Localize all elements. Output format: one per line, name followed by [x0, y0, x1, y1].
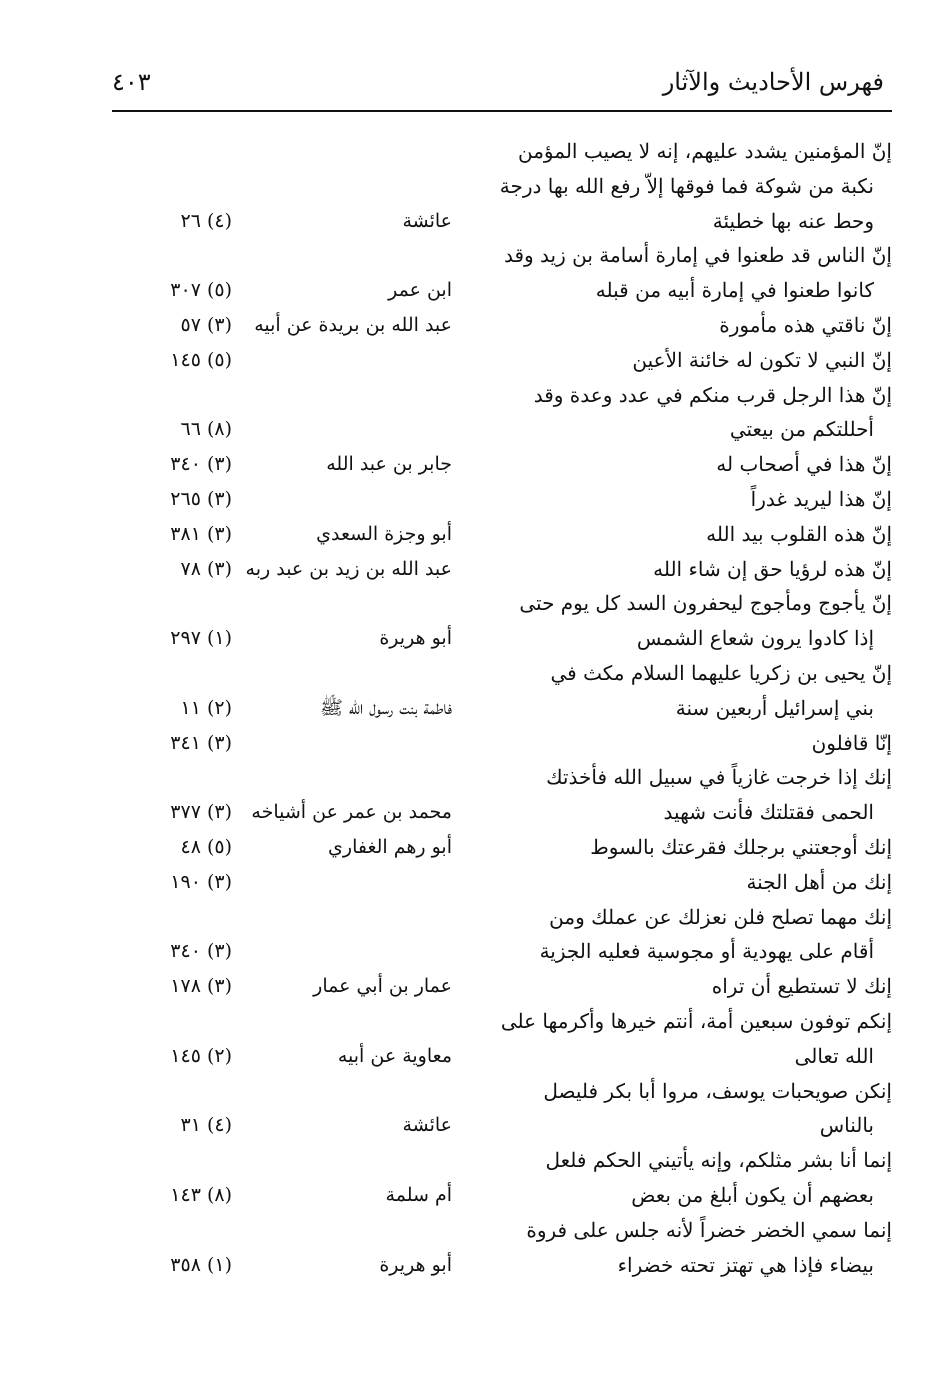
volume-page-reference: (٤) ٢٦: [180, 209, 232, 232]
narrator: معاوية عن أبيه: [337, 1044, 452, 1067]
hadith-text: إنّ هذا ليريد غدراً: [750, 486, 892, 511]
narrator: [264, 343, 452, 378]
index-entry: [112, 447, 892, 482]
hadith-text: إنّ هذه لرؤيا حق إن شاء الله: [653, 556, 892, 581]
narrator: [264, 482, 452, 517]
hadith-text: إنّ الناس قد طعنوا في إمارة أسامة بن زيد وقد: [503, 243, 892, 268]
page-title: فهرس الأحاديث والآثار: [662, 68, 884, 96]
narrator: أبو رهم الغفاري: [328, 835, 452, 858]
narrator: أبو هريرة: [379, 1253, 452, 1276]
index-entry: [112, 586, 892, 656]
volume-page-reference: (٣) ٣٧٧: [170, 801, 232, 824]
hadith-text: إنك أوجعتني برجلك فقرعتك بالسوط: [590, 834, 892, 859]
hadith-text-continuation: أحللتكم من بيعتي: [729, 417, 874, 442]
volume-page-reference: (١) ٣٥٨: [170, 1253, 232, 1276]
hadith-text: إنك إذا خرجت غازياً في سبيل الله فأخذتك: [546, 765, 892, 790]
index-entry: [112, 865, 892, 900]
hadith-text-continuation: بني إسرائيل أربعين سنة: [675, 695, 874, 720]
index-entry: [112, 482, 892, 517]
volume-page-reference: (٣) ٣٤١: [170, 731, 232, 754]
hadith-text: إنّ هذا الرجل قرب منكم في عدد وعدة وقد: [533, 382, 892, 407]
volume-page-reference: (٥) ٣٠٧: [170, 279, 232, 302]
index-entry: [112, 969, 892, 1004]
volume-page-reference: (٣) ٢٦٥: [170, 487, 232, 510]
index-entry: [112, 134, 892, 238]
volume-page-reference: (٣) ٣٤٠: [170, 453, 232, 476]
index-entry: [112, 900, 892, 970]
volume-page-reference: (٥) ٤٨: [180, 835, 232, 858]
hadith-text-continuation: نكبة من شوكة فما فوقها إلاّ رفع الله بها درجة: [499, 173, 874, 198]
hadith-text: إنك من أهل الجنة: [746, 869, 892, 894]
narrator: [264, 934, 452, 969]
volume-page-reference: (٣) ٧٨: [180, 557, 232, 580]
narrator: عبد الله بن زيد بن عبد ربه: [245, 557, 452, 580]
narrator: ابن عمر: [388, 279, 452, 302]
narrator: عمار بن أبي عمار: [313, 975, 452, 998]
hadith-text: إنكن صويحبات يوسف، مروا أبا بكر فليصل: [543, 1078, 892, 1103]
hadith-text: إنّا قافلون: [811, 730, 892, 755]
hadith-text: إنما أنا بشر مثلكم، وإنه يأتيني الحكم فلعل: [545, 1148, 892, 1173]
volume-page-reference: (٣) ١٩٠: [170, 870, 232, 893]
index-entry: [112, 1213, 892, 1283]
hadith-text: إنكم توفون سبعين أمة، أنتم خيرها وأكرمها على: [500, 1008, 892, 1033]
narrator: محمد بن عمر عن أشياخه: [251, 801, 452, 824]
index-entry: [112, 1004, 892, 1074]
volume-page-reference: (٣) ٣٨١: [170, 522, 232, 545]
hadith-text-continuation: الله تعالى: [794, 1043, 874, 1068]
hadith-text-continuation: إذا كادوا يرون شعاع الشمس: [636, 626, 874, 651]
index-entry: [112, 308, 892, 343]
volume-page-reference: (٨) ٦٦: [180, 418, 232, 441]
hadith-text-continuation: الحمى فقتلتك فأنت شهيد: [663, 800, 874, 825]
index-entry: [112, 1143, 892, 1213]
hadith-text: إنّ يأجوج ومأجوج ليحفرون السد كل يوم حتى: [519, 591, 892, 616]
narrator: [264, 865, 452, 900]
narrator: جابر بن عبد الله: [326, 453, 452, 476]
hadith-text-continuation: أقام على يهودية أو مجوسية فعليه الجزية: [539, 939, 874, 964]
volume-page-reference: (٣) ١٧٨: [170, 975, 232, 998]
hadith-text: إنّ النبي لا تكون له خائنة الأعين: [632, 347, 892, 372]
index-entry: [112, 760, 892, 830]
volume-page-reference: (٢) ١١: [180, 696, 232, 719]
narrator: أبو وجزة السعدي: [316, 522, 452, 545]
index-entry: [112, 343, 892, 378]
index-entry: [112, 238, 892, 308]
hadith-text: إنّ ناقتي هذه مأمورة: [719, 312, 892, 337]
hadith-text-continuation: بيضاء فإذا هي تهتز تحته خضراء: [617, 1252, 874, 1277]
index-entry: [112, 726, 892, 761]
hadith-text: إنما سمي الخضر خضراً لأنه جلس على فروة: [526, 1217, 892, 1242]
volume-page-reference: (٣) ٣٤٠: [170, 940, 232, 963]
index-entry: [112, 517, 892, 552]
hadith-text-continuation: وحط عنه بها خطيئة: [712, 208, 874, 233]
narrator: أبو هريرة: [379, 627, 452, 650]
hadith-index-list: [112, 134, 892, 1282]
index-entry: [112, 378, 892, 448]
hadith-text: إنك لا تستطيع أن تراه: [711, 974, 892, 999]
narrator: عائشة: [402, 209, 452, 232]
volume-page-reference: (١) ٢٩٧: [170, 627, 232, 650]
hadith-text-continuation: بالناس: [819, 1113, 874, 1138]
page-header: [112, 58, 892, 112]
index-entry: [112, 830, 892, 865]
page-number: ٤٠٣: [112, 68, 151, 96]
narrator: فاطمة بنت رسول الله ﷺ: [319, 696, 452, 719]
hadith-text: إنّ هذه القلوب بيد الله: [706, 521, 892, 546]
volume-page-reference: (٨) ١٤٣: [170, 1183, 232, 1206]
index-entry: [112, 656, 892, 726]
volume-page-reference: (٥) ١٤٥: [170, 348, 232, 371]
hadith-text: إنك مهما تصلح فلن نعزلك عن عملك ومن: [549, 904, 892, 929]
index-entry: [112, 552, 892, 587]
narrator: أم سلمة: [385, 1183, 452, 1206]
narrator: عبد الله بن بريدة عن أبيه: [254, 313, 452, 336]
narrator: [264, 726, 452, 761]
volume-page-reference: (٤) ٣١: [180, 1114, 232, 1137]
narrator: [264, 412, 452, 447]
volume-page-reference: (٣) ٥٧: [180, 313, 232, 336]
hadith-text: إنّ هذا في أصحاب له: [716, 452, 892, 477]
volume-page-reference: (٢) ١٤٥: [170, 1044, 232, 1067]
hadith-text-continuation: كانوا طعنوا في إمارة أبيه من قبله: [595, 278, 874, 303]
hadith-text-continuation: بعضهم أن يكون أبلغ من بعض: [631, 1182, 874, 1207]
hadith-text: إنّ المؤمنين يشدد عليهم، إنه لا يصيب المؤمن: [517, 139, 892, 163]
index-entry: [112, 1074, 892, 1144]
hadith-text: إنّ يحيى بن زكريا عليهما السلام مكث في: [550, 660, 892, 685]
narrator: عائشة: [402, 1114, 452, 1137]
